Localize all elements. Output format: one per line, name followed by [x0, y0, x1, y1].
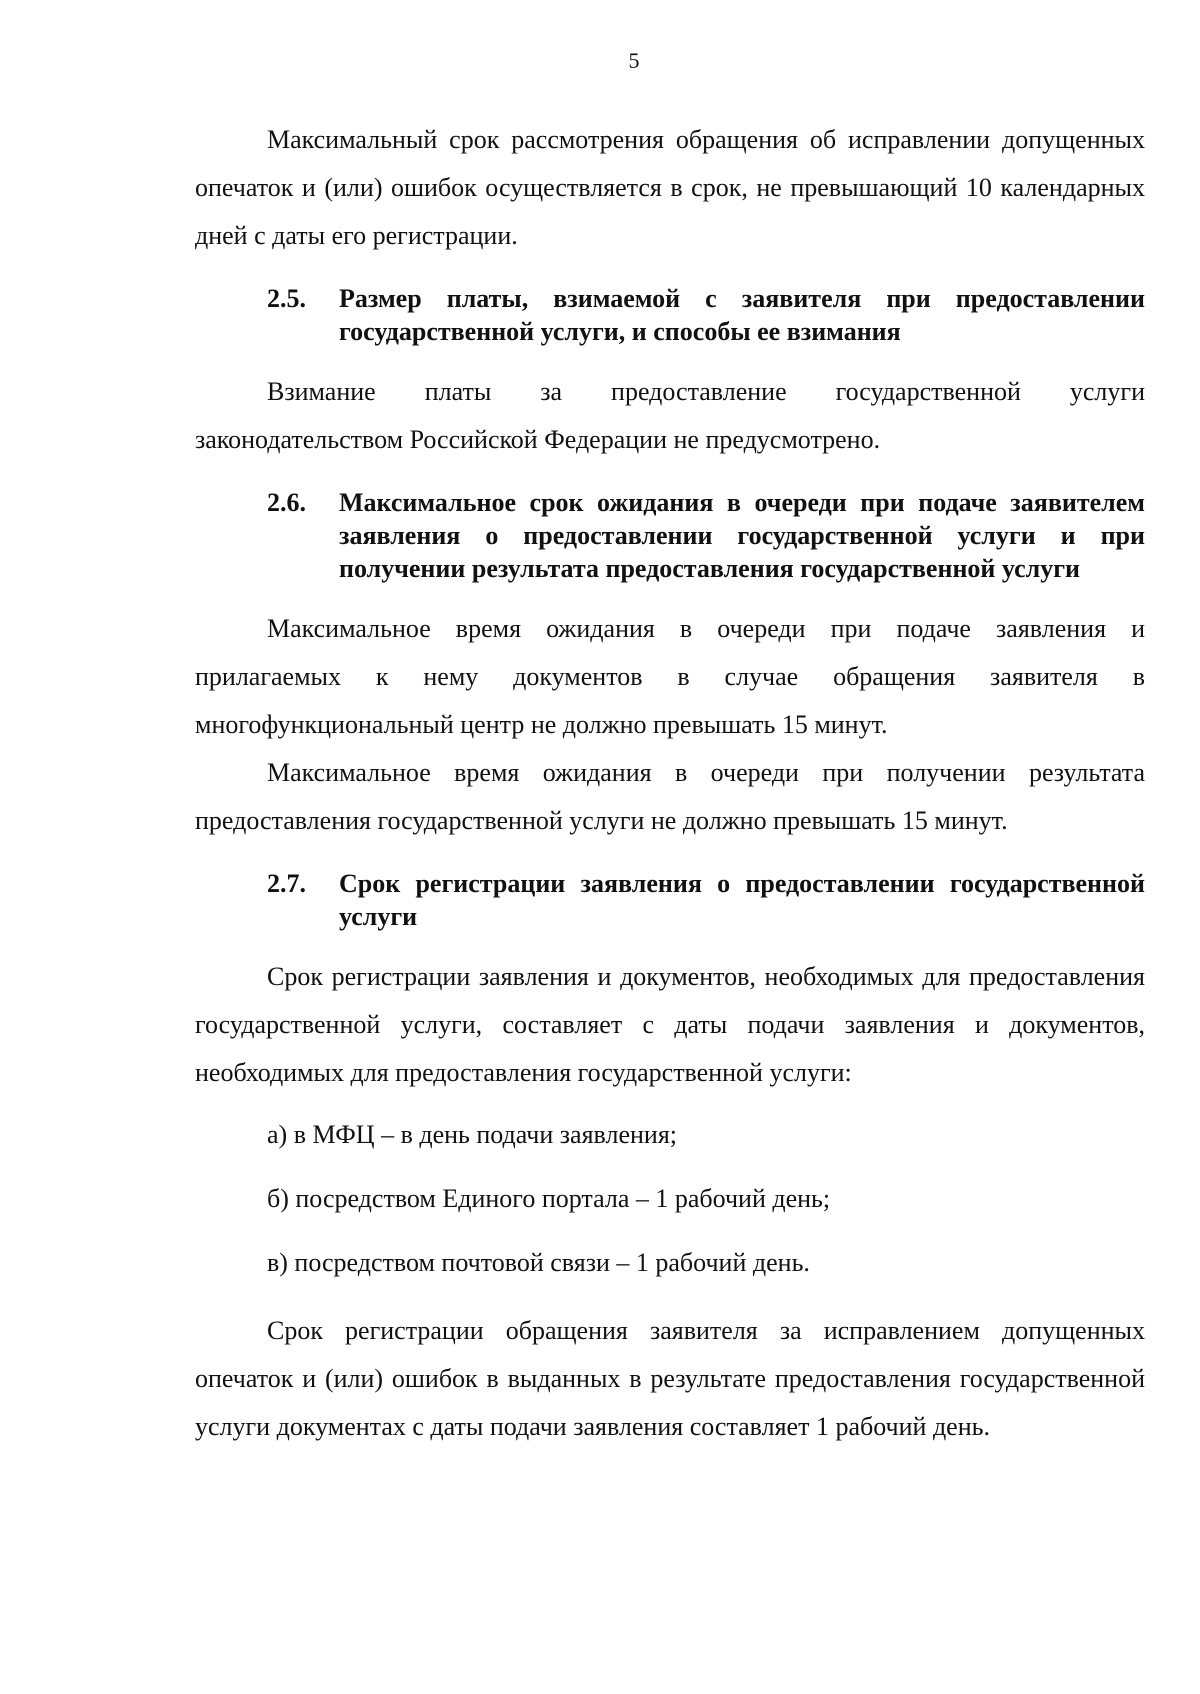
section-number: 2.7.: [267, 869, 306, 898]
section-number: 2.5.: [267, 284, 306, 313]
section-title: Срок регистрации заявления о предоставлении государственной услуги: [339, 869, 1145, 931]
section-heading-2-7: [195, 867, 1145, 933]
section-heading-2-5: [195, 282, 1145, 348]
section-title: Размер платы, взимаемой с заявителя при предоставлении государственной услуги, и способы ее взимания: [339, 284, 1145, 346]
paragraph-correction-registration: Срок регистрации обращения заявителя за исправлением допущенных опечаток и (или) ошибок в выданных в результате предоставления государственной услуги документах с даты подачи заявления составляет 1 рабочий день.: [195, 1316, 1145, 1441]
paragraph-queue-result: Максимальное время ожидания в очереди при получении результата предоставления государственной услуги не должно превышать 15 минут.: [195, 758, 1145, 835]
list-item-mfc: а) в МФЦ – в день подачи заявления;: [267, 1120, 677, 1149]
section-number: 2.6.: [267, 488, 306, 517]
page-number: 5: [628, 48, 640, 73]
paragraph-fee: Взимание платы за предоставление государственной услуги законодательством Российской Федерации не предусмотрено.: [195, 377, 1145, 454]
page-content: [195, 116, 1145, 1451]
paragraph-registration-period: Срок регистрации заявления и документов, необходимых для предоставления государственной услуги, составляет с даты подачи заявления и документов, необходимых для предоставления государственной услуги:: [195, 962, 1145, 1087]
section-heading-2-6: [195, 486, 1145, 585]
section-title: Максимальное срок ожидания в очереди при подаче заявителем заявления о предоставлении государственной услуги и при получении результата предоставления государственной услуги: [339, 488, 1145, 583]
list-item-post: в) посредством почтовой связи – 1 рабочий день.: [267, 1248, 810, 1277]
paragraph-queue-submission: Максимальное время ожидания в очереди при подаче заявления и прилагаемых к нему документов в случае обращения заявителя в многофункциональный центр не должно превышать 15 минут.: [195, 614, 1145, 739]
paragraph-review-period: Максимальный срок рассмотрения обращения об исправлении допущенных опечаток и (или) ошибок осуществляется в срок, не превышающий 10 календарных дней с даты его регистрации.: [195, 125, 1145, 250]
list-item-portal: б) посредством Единого портала – 1 рабочий день;: [267, 1184, 831, 1213]
